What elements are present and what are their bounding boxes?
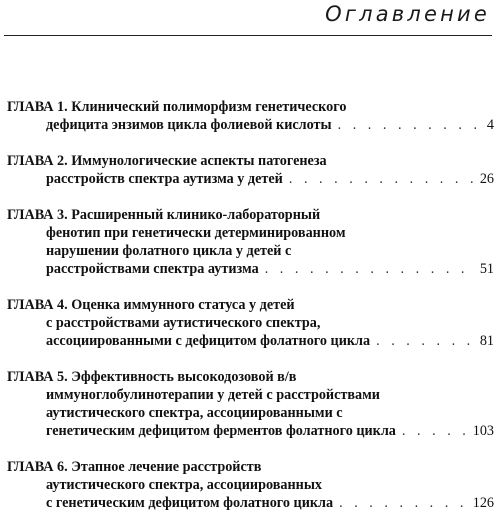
- toc-entry-last-line: [7, 494, 497, 512]
- toc-page-number: 4: [486, 117, 494, 133]
- toc-page-number: 126: [472, 495, 494, 511]
- toc-entry-last-line: [7, 170, 497, 188]
- toc-entry-title-line: генетическим дефицитом ферментов фолатного цикла: [46, 423, 396, 439]
- toc-entry-title-line: аутистического спектра, ассоциированными с: [46, 405, 343, 421]
- page-title: Оглавление: [325, 2, 490, 26]
- toc-entry-chapter-1[interactable]: [7, 98, 497, 134]
- toc-entry-title-line: дефицита энзимов цикла фолиевой кислоты: [46, 117, 332, 133]
- table-of-contents: [7, 98, 497, 530]
- toc-page-number: 51: [479, 261, 494, 277]
- dot-leader: [289, 170, 474, 188]
- toc-entry-chapter-4[interactable]: [7, 296, 497, 350]
- toc-entry-title-line: нарушении фолатного цикла у детей с: [46, 243, 292, 259]
- toc-entry-title-line: ГЛАВА 3. Расширенный клинико-лабораторный: [7, 207, 321, 223]
- toc-entry-title-line: расстройств спектра аутизма у детей: [46, 171, 283, 187]
- toc-entry-chapter-5[interactable]: [7, 368, 497, 440]
- toc-entry-title-line: иммуноглобулинотерапии у детей с расстройствами: [46, 387, 380, 403]
- dot-leader: [265, 260, 474, 278]
- toc-entry-last-line: [7, 116, 497, 134]
- toc-entry-chapter-3[interactable]: [7, 206, 497, 278]
- toc-entry-title-line: ГЛАВА 2. Иммунологические аспекты патогенеза: [7, 153, 327, 169]
- toc-entry-title-line: ГЛАВА 4. Оценка иммунного статуса у детей: [7, 297, 295, 313]
- toc-entry-title-line: аутистического спектра, ассоциированных: [46, 477, 323, 493]
- toc-entry-title-line: ГЛАВА 1. Клинический полиморфизм генетического: [7, 99, 347, 115]
- toc-entry-title-line: ассоциированными с дефицитом фолатного цикла: [46, 333, 371, 349]
- toc-entry-title-line: фенотип при генетически детерминированном: [46, 225, 346, 241]
- toc-entry-title-line: с расстройствами аутистического спектра,: [46, 315, 321, 331]
- dot-leader: [338, 116, 476, 134]
- dot-leader: [376, 332, 474, 350]
- dot-leader: [402, 422, 467, 440]
- toc-entry-title-line: расстройствами спектра аутизма: [46, 261, 259, 277]
- toc-entry-chapter-6[interactable]: [7, 458, 497, 512]
- toc-page-number: 81: [479, 333, 494, 349]
- dot-leader: [339, 494, 467, 512]
- toc-entry-title-line: ГЛАВА 5. Эффективность высокодозовой в/в: [7, 369, 297, 385]
- toc-entry-last-line: [7, 260, 497, 278]
- toc-page-number: 103: [472, 423, 494, 439]
- toc-entry-title-line: ГЛАВА 6. Этапное лечение расстройств: [7, 459, 262, 475]
- toc-entry-last-line: [7, 422, 497, 440]
- toc-page-number: 26: [479, 171, 494, 187]
- page-header: [0, 0, 500, 38]
- toc-entry-chapter-2[interactable]: [7, 152, 497, 188]
- toc-entry-last-line: [7, 332, 497, 350]
- toc-entry-title-line: с генетическим дефицитом фолатного цикла: [46, 495, 334, 511]
- header-divider: [4, 35, 492, 36]
